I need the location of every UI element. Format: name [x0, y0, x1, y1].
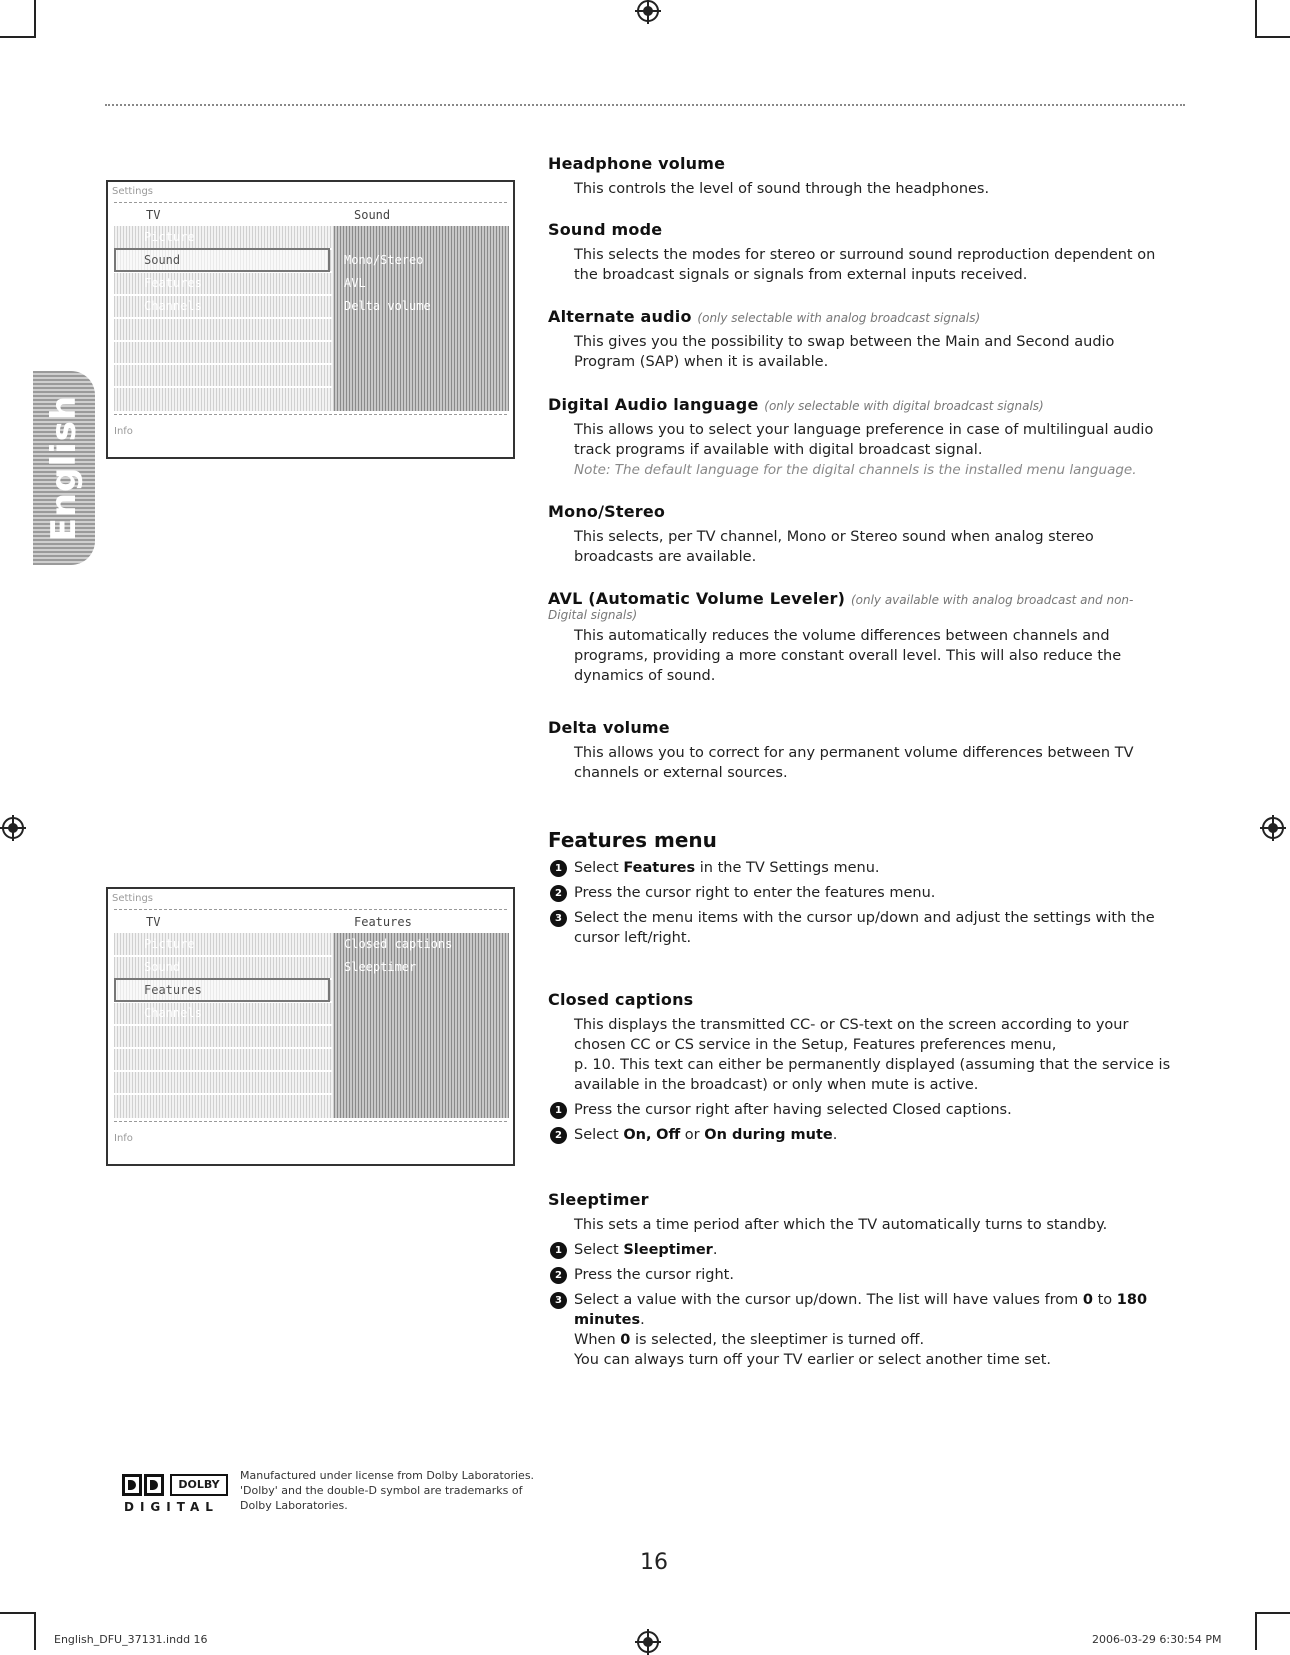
section-body: This sets a time period after which the TV automatically turns to standby.: [574, 1217, 1108, 1233]
menu-right-item: Mono/Stereo: [344, 253, 424, 267]
mono-stereo-section: [548, 502, 1188, 567]
step-1: 1 Select Sleeptimer.: [548, 1240, 1188, 1260]
top-dotted-rule: [105, 104, 1185, 106]
double-d-icon: [144, 1474, 164, 1496]
section-body: This automatically reduces the volume differences between channels and: [574, 628, 1110, 644]
menu-item-selected: Features: [144, 983, 202, 997]
section-body: This allows you to correct for any permanent volume differences between TV: [574, 745, 1134, 761]
delta-volume-section: [548, 718, 1188, 783]
section-body: This allows you to select your language preference in case of multilingual audio: [574, 422, 1154, 438]
registration-mark-icon: [1262, 817, 1284, 839]
features-menu-section: [548, 828, 1188, 948]
section-note: (only selectable with analog broadcast signals): [697, 311, 981, 325]
footer-timestamp: 2006-03-29 6:30:54 PM: [1092, 1633, 1222, 1646]
features-menu-heading: Features menu: [548, 828, 717, 852]
crop-mark: [34, 1612, 36, 1650]
step-number-icon: 2: [550, 1267, 567, 1284]
menu-info-label: Info: [114, 1133, 133, 1144]
step-2: 2 Press the cursor right to enter the features menu.: [548, 883, 1188, 903]
registration-mark-icon: [2, 817, 24, 839]
menu-left-header: TV: [146, 208, 161, 222]
dolby-digital-label: DIGITAL: [124, 1500, 219, 1514]
avl-section: [548, 589, 1188, 686]
menu-right-item: Delta volume: [344, 299, 431, 313]
section-heading: Mono/Stereo: [548, 502, 666, 521]
menu-info-label: Info: [114, 426, 133, 437]
section-note: (only available with analog broadcast and non-: [850, 593, 1134, 607]
menu-right-item: Closed captions: [344, 937, 453, 951]
tv-sound-menu-screenshot: [106, 180, 515, 459]
section-note: Digital signals): [548, 608, 638, 622]
section-body: dynamics of sound.: [574, 668, 716, 684]
step-number-icon: 3: [550, 1292, 567, 1309]
menu-item: Features: [144, 276, 202, 290]
menu-item: Picture: [144, 937, 195, 951]
menu-item: Channels: [144, 299, 202, 313]
section-body: This displays the transmitted CC- or CS-text on the screen according to your: [574, 1017, 1129, 1033]
step-number-icon: 1: [550, 1102, 567, 1119]
step-1: 1 Select Features in the TV Settings menu.: [548, 858, 1188, 878]
closed-captions-section: [548, 990, 1188, 1145]
step-number-icon: 3: [550, 910, 567, 927]
dolby-logo-word: DOLBY: [170, 1474, 228, 1496]
section-body: This selects, per TV channel, Mono or Stereo sound when analog stereo: [574, 529, 1094, 545]
footer-file-name: English_DFU_37131.indd 16: [54, 1633, 208, 1646]
section-heading: Digital Audio language (only selectable with digital broadcast signals): [548, 395, 1044, 414]
tv-features-menu-screenshot: [106, 887, 515, 1166]
step-2: 2 Press the cursor right.: [548, 1265, 1188, 1285]
menu-item: Sound: [144, 960, 181, 974]
section-body: available in the broadcast) or only when mute is active.: [574, 1077, 979, 1093]
dolby-logo: [122, 1474, 226, 1498]
sound-mode-section: [548, 220, 1188, 285]
step-3: 3 Select the menu items with the cursor up/down and adjust the settings with the cursor left/right.: [548, 908, 1188, 948]
menu-right-item: AVL: [344, 276, 366, 290]
sleeptimer-section: [548, 1190, 1188, 1370]
step-number-icon: 1: [550, 860, 567, 877]
menu-item: Picture: [144, 230, 195, 244]
menu-body: [114, 933, 509, 1118]
registration-mark-icon: [637, 0, 659, 22]
language-tab-label: English: [44, 394, 84, 542]
section-heading: Headphone volume: [548, 154, 726, 173]
double-d-icon: [122, 1474, 142, 1496]
step-3: 3 Select a value with the cursor up/down. The list will have values from 0 to 180 minutes. When 0 is selected, the sleeptimer is turned off. You can always turn off your TV earlier or select another time set.: [548, 1290, 1188, 1370]
section-heading: Sleeptimer: [548, 1190, 649, 1209]
menu-title: Settings: [112, 893, 154, 904]
section-heading: Sound mode: [548, 220, 663, 239]
crop-mark: [0, 1612, 34, 1614]
page-number: 16: [640, 1550, 668, 1575]
section-body: channels or external sources.: [574, 765, 788, 781]
language-tab: [33, 371, 95, 565]
step-number-icon: 1: [550, 1242, 567, 1259]
menu-item: Channels: [144, 1006, 202, 1020]
menu-left-header: TV: [146, 915, 161, 929]
section-note: (only selectable with digital broadcast signals): [764, 399, 1044, 413]
step-number-icon: 2: [550, 885, 567, 902]
section-body: p. 10. This text can either be permanently displayed (assuming that the service is: [574, 1057, 1171, 1073]
section-body: Program (SAP) when it is available.: [574, 354, 829, 370]
crop-mark: [1257, 36, 1290, 38]
section-heading: Alternate audio (only selectable with analog broadcast signals): [548, 307, 981, 326]
menu-right-header: Features: [354, 915, 412, 929]
section-body: This selects the modes for stereo or surround sound reproduction dependent on: [574, 247, 1156, 263]
section-body: programs, providing a more constant overall level. This will also reduce the: [574, 648, 1122, 664]
menu-right-header: Sound: [354, 208, 391, 222]
crop-mark: [34, 0, 36, 38]
alternate-audio-section: [548, 307, 1188, 372]
menu-right-item: Sleeptimer: [344, 960, 417, 974]
section-body: This controls the level of sound through the headphones.: [574, 181, 990, 197]
section-body: the broadcast signals or signals from external inputs received.: [574, 267, 1028, 283]
section-heading: Delta volume: [548, 718, 670, 737]
section-body: track programs if available with digital broadcast signal.: [574, 442, 983, 458]
section-body: chosen CC or CS service in the Setup, Features preferences menu,: [574, 1037, 1057, 1053]
headphone-volume-section: [548, 154, 1188, 199]
section-note: Note: The default language for the digital channels is the installed menu language.: [574, 462, 1137, 478]
crop-mark: [1255, 1612, 1257, 1650]
menu-body: [114, 226, 509, 411]
step-1: 1 Press the cursor right after having selected Closed captions.: [548, 1100, 1188, 1120]
menu-title: Settings: [112, 186, 154, 197]
menu-item-selected: Sound: [144, 253, 181, 267]
digital-audio-language-section: [548, 395, 1188, 480]
step-2: 2 Select On, Off or On during mute.: [548, 1125, 1188, 1145]
section-heading: AVL (Automatic Volume Leveler) (only available with analog broadcast and non-: [548, 589, 1134, 608]
crop-mark: [1257, 1612, 1290, 1614]
section-heading: Closed captions: [548, 990, 694, 1009]
section-body: broadcasts are available.: [574, 549, 757, 565]
crop-mark: [0, 36, 34, 38]
step-number-icon: 2: [550, 1127, 567, 1144]
crop-mark: [1255, 0, 1257, 38]
section-body: This gives you the possibility to swap between the Main and Second audio: [574, 334, 1115, 350]
dolby-notice: Manufactured under license from Dolby Laboratories. 'Dolby' and the double-D symbol are trademarks of Dolby Laboratories.: [240, 1469, 535, 1512]
